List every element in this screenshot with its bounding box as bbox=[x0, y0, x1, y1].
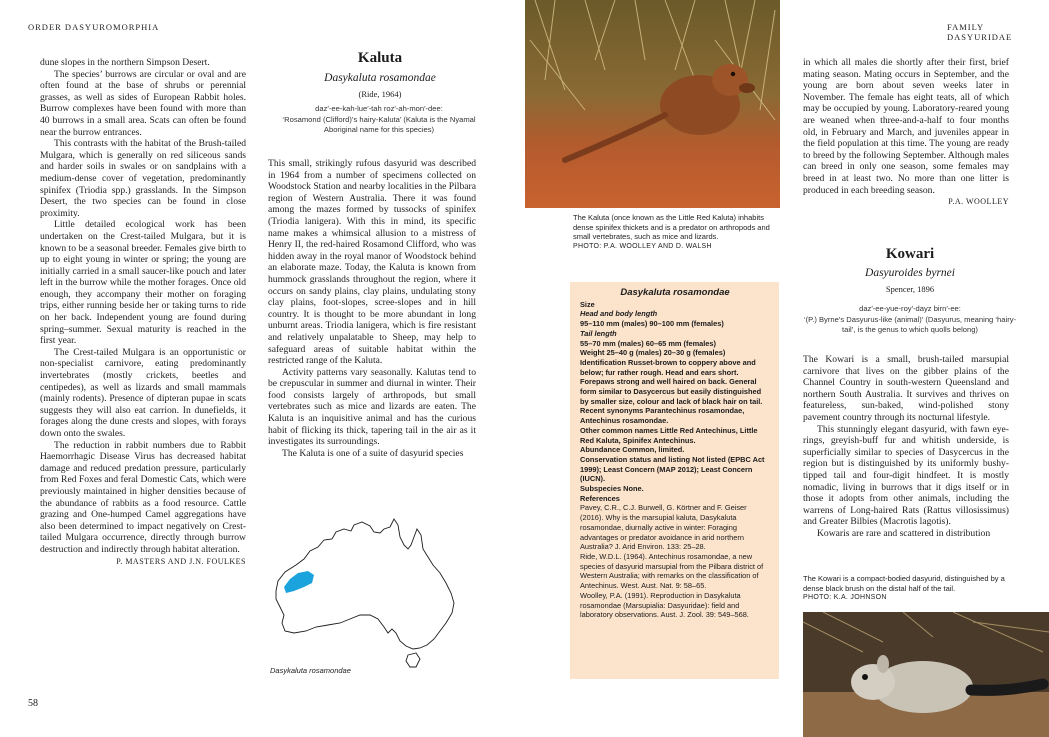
running-head-left: ORDER DASYUROMORPHIA bbox=[28, 22, 160, 32]
map-caption: Dasykaluta rosamondae bbox=[270, 666, 351, 675]
paragraph: Activity patterns vary seasonally. Kalutas tend to be crepuscular in summer and diurnal in winter. Their food consists largely of arthropods, but small vertebrates such as mice and lizards are eaten. The Kaluta is an inquisitive animal and has the curious habit of flicking its thick, tapering tail in the air as it investigates its surroundings. bbox=[268, 366, 476, 448]
kaluta-photo-caption: The Kaluta (once known as the Little Red Kaluta) inhabits dense spinifex thickets and is a predator on arthropods and small vertebrates, such as mice and lizards. PHOTO: P.A. WOOLLEY AND D. WALSH bbox=[573, 213, 770, 250]
kowari-photo bbox=[803, 612, 1049, 737]
paragraph: in which all males die shortly after their first, brief mating season. Mating occurs in September, and the young are born about seven weeks later in November. The female has eight teats, all of which may be occupied by young. Laboratory-reared young are weaned when three-and-a-half to four months old, in February and March, and juveniles appear in the field population at this time. The young are ready to breed by the following September. Although males can breed in only one season, some females may breed in at least two. No more than one litter is produced in each breeding season. bbox=[803, 57, 1009, 196]
kaluta-photo bbox=[525, 0, 780, 208]
factbox-line: 95–110 mm (males) 90–100 mm (females) bbox=[580, 319, 724, 329]
factbox-line: Subspecies None. bbox=[580, 484, 644, 494]
factbox-line: Tail length bbox=[580, 328, 617, 338]
column-kowari-text bbox=[803, 354, 1009, 540]
factbox-line: Ride, W.D.L. (1964). Antechinus rosamondae, a new species of dasyurid marsupial from the Pilbara district of Western Australia; with remarks on the classification of Antechinus. West. Aust. Nat. 9: 58–65. bbox=[580, 551, 764, 591]
kowari-photo-caption: The Kowari is a compact-bodied dasyurid, distinguished by a dense black brush on the distal half of the tail. PHOTO: K.A. JOHNSON bbox=[803, 574, 1005, 602]
factbox-line: Woolley, P.A. (1991). Reproduction in Dasykaluta rosamondae (Marsupialia: Dasyuridae): field and laboratory observations. Aust. J. Zool. 39: 549–568. bbox=[580, 590, 749, 620]
australia-map-icon bbox=[270, 515, 470, 680]
authority-kaluta: (Ride, 1964) bbox=[358, 89, 402, 99]
author-byline: P.A. WOOLLEY bbox=[948, 197, 1009, 207]
species-title-kaluta: Kaluta bbox=[357, 50, 403, 66]
factbox-line: Identification Russet-brown to coppery above and below; fur rather rough. Head and ears short. Forepaws strong and well haired on back. General form similar to Dasycercus but easily distinguished by smaller size, colour and lack of black hair on tail. bbox=[580, 357, 763, 406]
running-head-right: FAMILY DASYURIDAE bbox=[947, 22, 1013, 42]
page-number: 58 bbox=[28, 698, 38, 709]
factbox-line: Other common names Little Red Antechinus, Little Red Kaluta, Spinifex Antechinus. bbox=[580, 425, 758, 445]
author-byline: P. MASTERS AND J.N. FOULKES bbox=[116, 556, 246, 566]
column-kaluta-text bbox=[268, 158, 476, 459]
paragraph: The reduction in rabbit numbers due to Rabbit Haemorrhagic Disease Virus has decreased habitat damage and reduced predation pressure, particularly from Red Foxes and feral Domestic Cats, which were previously maintained in higher densities because of the abundance of rabbits as a food resource. Cattle grazing and One-humped Camel aggregations have also been determined to impact negatively on Crest-tailed Mulgara occurrence, directly through burrow destruction and indirectly through habitat alteration. bbox=[40, 439, 246, 555]
paragraph: Little detailed ecological work has been undertaken on the Crest-tailed Mulgara, but it is known to be a seasonal breeder. Females give birth to up to eight young in winter or spring; the young are initially carried in a small saucer-like pouch and later left in the burrow while the mother forages. Once old enough, they accompany their mother on foraging trips, either running beside her or taking turns to ride on her back. Independent young are found during spring–summer. Sexual maturity is reached in the first year. bbox=[40, 219, 246, 347]
factbox-lines bbox=[580, 300, 770, 620]
column-mulgara-text bbox=[40, 57, 246, 567]
paragraph: dune slopes in the northern Simpson Desert. bbox=[40, 57, 210, 68]
factbox-line: Abundance Common, limited. bbox=[580, 445, 685, 455]
distribution-map bbox=[270, 515, 470, 680]
factbox-line: Size bbox=[580, 299, 595, 309]
factbox-line: 55–70 mm (males) 60–65 mm (females) bbox=[580, 338, 716, 348]
scientific-name-kowari: Dasyuroides byrnei bbox=[865, 267, 955, 279]
factbox-line: Recent synonyms Parantechinus rosamondae, Antechinus rosamondae. bbox=[580, 406, 745, 426]
scientific-name-kaluta: Dasykaluta rosamondae bbox=[324, 72, 436, 84]
column-kaluta-continued bbox=[803, 57, 1009, 208]
paragraph: The Kowari is a small, brush-tailed marsupial carnivore that lives on the gibber plains of the Channel Country in south-western Queensland and northern South Australia. It survives and thrives on featureless, sun-baked, wind-polished stony pavement country through its nocturnal lifestyle. bbox=[803, 354, 1009, 423]
factbox-line: Head and body length bbox=[580, 309, 658, 319]
species-title-kowari: Kowari bbox=[885, 246, 935, 262]
paragraph: The species’ burrows are circular or oval and are often found at the base of shrubs or perennial grasses, as well as sides of European Rabbit holes. Burrow complexes have been found with more than 40 burrows in a small area. Scats can often be found near the burrow entrances. bbox=[40, 68, 246, 138]
paragraph: Kowaris are rare and scattered in distribution bbox=[817, 527, 991, 539]
pronunciation-kaluta: daz′-ee-kah-lue′-tah roz′-ah-mon′-dee: ‘Rosamond (Clifford)’s hairy-Kaluta’ (Kaluta is the Nyamal Aboriginal name for this species) bbox=[282, 104, 476, 134]
paragraph: This contrasts with the habitat of the Brush-tailed Mulgara, which is generally on red siliceous sands and harder soils in swales or on sandplains with a medium-dense cover of vegetation, predominantly spinifex (Triodia spp.) grasslands. In the Simpson Desert, the two species can be found in close proximity. bbox=[40, 138, 246, 219]
factbox-line: References bbox=[580, 493, 620, 503]
paragraph: This stunningly elegant dasyurid, with fawn eye-rings, greyish-buff fur and whitish underside, is superficially similar to species of Dasycercus in the region but is distinguished by its uniformly bushy-tipped tail and four-digit hindfeet. It is mostly nomadic, living in burrows that it digs itself or in those it adopts from other animals, including the warrens of Long-haired Rats (Rattus villosissimus) and Greater Bilbies (Macrotis lagotis). bbox=[803, 423, 1009, 528]
authority-kowari: Spencer, 1896 bbox=[885, 284, 935, 294]
paragraph: The Crest-tailed Mulgara is an opportunistic or non-specialist carnivore, eating predominantly invertebrates (mostly crickets, beetles and centipedes), as well as lizards and small mammals (mainly rodents). Presence of dipteran pupae in scats suggests they will also eat carrion. In dunefields, it forages along the dune crests and slopes, with forays down onto the swales. bbox=[40, 346, 246, 439]
factbox-title: Dasykaluta rosamondae bbox=[620, 287, 730, 298]
factbox-line: Pavey, C.R., C.J. Burwell, G. Körtner and F. Geiser (2016). Why is the marsupial kaluta, Dasykaluta rosamondae, diurnally active in winter: Foraging advantages or predator avoidance in arid northern Australia? J. Arid Environ. 133: 25–28. bbox=[580, 503, 747, 552]
pronunciation-kowari: daz′-ee-yue-roy′-dayz birn′-ee: ‘(P.) Byrne’s Dasyurus-like (animal)’ (Dasyurus, meaning ‘hairy-tail’, is the genus to which quolls belong) bbox=[803, 304, 1017, 334]
paragraph: The Kaluta is one of a suite of dasyurid species bbox=[282, 447, 464, 459]
factbox-line: Weight 25–40 g (males) 20–30 g (females) bbox=[580, 348, 726, 358]
factbox-line: Conservation status and listing Not listed (EPBC Act 1999); Least Concern (MAP 2012); Least Concern (IUCN). bbox=[580, 454, 765, 484]
species-factbox bbox=[570, 282, 779, 679]
paragraph: This small, strikingly rufous dasyurid was described in 1964 from a number of specimens collected on Woodstock Station and nearby localities in the Pilbara region of Western Australia. There it was found among the mazes formed by tussocks of spinifex (Triodia lanigera). With this in mind, its specific name makes a whimsical allusion to a mistress of Henry II, the red-haired Rosamond Clifford, who was hidden away in the royal manor of Woodstock behind an elaborate maze. Today, the Kaluta is known from hummock grasslands throughout the region, where it occurs on sandy plains, clay plains, undulating stony clay plains, foot-slopes, scree-slopes and in hill country. It is thought to be more abundant in long unburnt areas. Triodia lanigera, which is fire resistant and relatively unpalatable to Sheep, may help to safeguard areas of suitable habitat within the restricted range of the Kaluta. bbox=[268, 158, 476, 367]
